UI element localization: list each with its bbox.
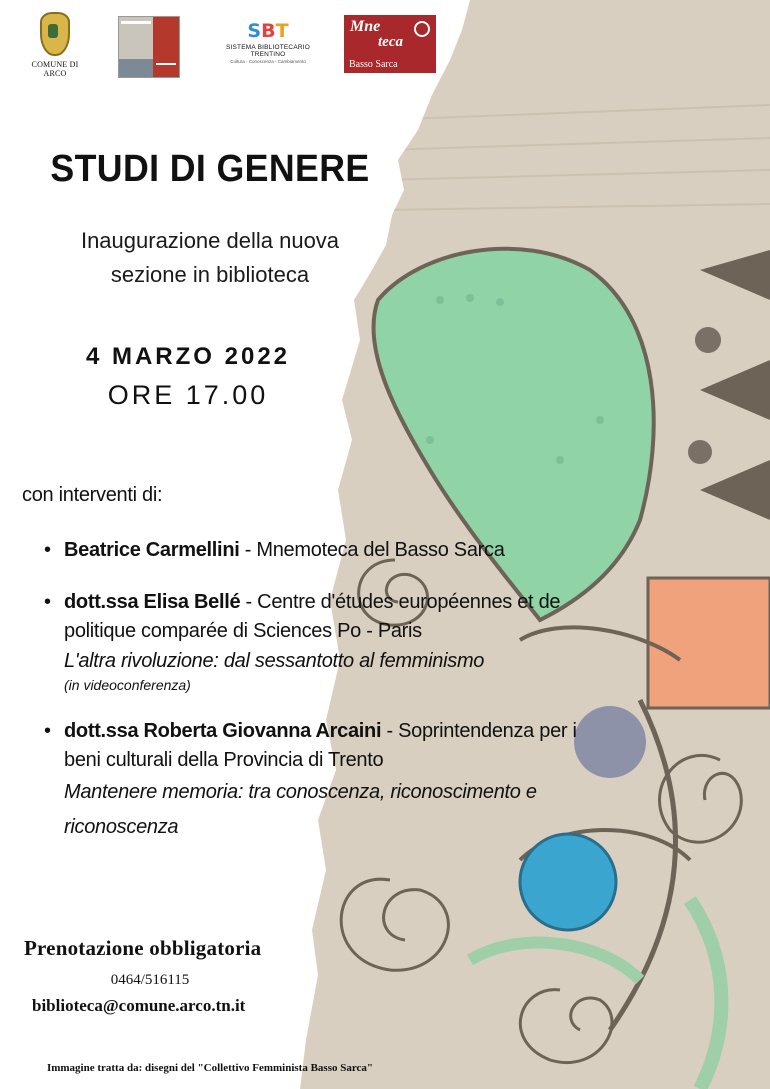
image-credit: Immagine tratta da: disegni del "Collettivo Femminista Basso Sarca" bbox=[46, 1062, 374, 1074]
speaker-affiliation: - Centre d'études européennes et de bbox=[240, 591, 561, 613]
speaker-item bbox=[44, 536, 734, 565]
speaker-name: dott.ssa Roberta Giovanna Arcaini bbox=[64, 720, 382, 742]
talk-title: Mantenere memoria: tra conoscenza, riconoscimento e bbox=[64, 781, 537, 803]
sbt-tagline: Cultura - Conoscenza - Cambiamento bbox=[230, 59, 306, 64]
speaker-affiliation: beni culturali della Provincia di Trento bbox=[64, 749, 384, 771]
talk-title: L'altra rivoluzione: dal sessantotto al femminismo bbox=[64, 650, 485, 672]
speaker-affiliation: - Soprintendenza per i bbox=[381, 720, 577, 742]
booking-label: Prenotazione obbligatoria bbox=[24, 936, 262, 960]
event-time: ORE 17.00 bbox=[107, 380, 269, 410]
event-date: 4 MARZO 2022 bbox=[85, 343, 291, 370]
poster-title: STUDI DI GENERE bbox=[50, 148, 370, 190]
speaker-item bbox=[44, 717, 734, 845]
speaker-item bbox=[44, 588, 734, 693]
talk-title: riconoscenza bbox=[64, 816, 179, 838]
talk-note: (in videoconferenza) bbox=[64, 677, 191, 693]
sbt-mark: SBT bbox=[247, 20, 289, 42]
spiral-icon bbox=[414, 21, 430, 37]
speaker-list bbox=[44, 536, 734, 845]
speakers-intro: con interventi di: bbox=[22, 484, 163, 506]
blue-circle bbox=[520, 834, 616, 930]
comune-di-arco-label: COMUNE DI ARCO bbox=[31, 60, 79, 78]
speaker-affiliation: politique comparée di Sciences Po - Paris bbox=[64, 620, 422, 642]
book-cover-image bbox=[118, 16, 180, 78]
sbt-name: SISTEMA BIBLIOTECARIO TRENTINO bbox=[225, 44, 311, 58]
mnemoteca-logo: Mne teca Basso Sarca bbox=[344, 15, 436, 73]
speaker-name: dott.ssa Elisa Bellé bbox=[64, 591, 241, 613]
booking-phone: 0464/516115 bbox=[110, 972, 190, 988]
speaker-name: Beatrice Carmellini bbox=[64, 539, 240, 561]
comune-di-arco-logo bbox=[22, 12, 88, 78]
sbt-logo bbox=[218, 20, 318, 64]
coat-of-arms-icon bbox=[40, 12, 70, 56]
poster-subtitle: Inaugurazione della nuova sezione in biblioteca bbox=[80, 228, 340, 287]
speaker-affiliation: - Mnemoteca del Basso Sarca bbox=[239, 539, 505, 561]
booking-email: biblioteca@comune.arco.tn.it bbox=[32, 996, 246, 1015]
